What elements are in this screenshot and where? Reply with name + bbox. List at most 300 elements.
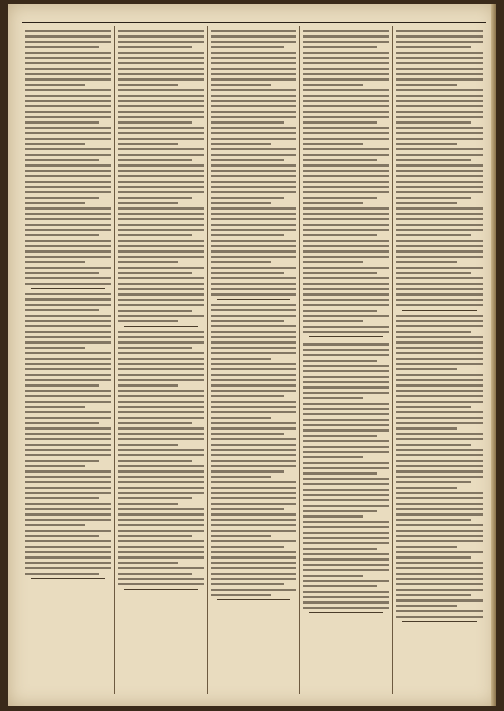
text-line	[303, 542, 389, 544]
text-line	[118, 62, 204, 64]
text-line	[118, 138, 204, 140]
text-line	[25, 315, 111, 317]
text-line	[211, 470, 285, 472]
text-line	[118, 530, 204, 532]
text-line	[118, 390, 204, 392]
text-line	[211, 127, 297, 129]
text-line	[118, 315, 204, 317]
text-line	[396, 170, 483, 172]
text-line	[118, 154, 204, 156]
text-line	[303, 354, 389, 356]
text-line	[25, 433, 111, 435]
text-line	[118, 358, 204, 360]
text-line	[303, 478, 389, 480]
article-columns	[22, 26, 486, 694]
text-lines-placeholder	[303, 30, 389, 333]
text-line	[211, 224, 297, 226]
text-line	[118, 401, 204, 403]
text-line	[118, 368, 204, 370]
text-line	[211, 30, 297, 32]
text-line	[303, 489, 389, 491]
text-line	[25, 95, 111, 97]
text-line	[303, 78, 389, 80]
text-line	[118, 186, 204, 188]
text-line	[303, 229, 389, 231]
text-line	[118, 374, 204, 376]
text-line	[303, 121, 377, 123]
text-line	[396, 358, 483, 360]
text-line	[303, 310, 377, 312]
text-line	[25, 62, 111, 64]
text-line	[396, 304, 483, 306]
text-line	[118, 465, 204, 467]
text-line	[303, 331, 389, 333]
text-line	[25, 250, 111, 252]
text-line	[25, 245, 111, 247]
text-line	[396, 288, 483, 290]
text-line	[118, 245, 204, 247]
text-line	[25, 277, 111, 279]
text-line	[396, 470, 483, 472]
text-line	[118, 170, 204, 172]
text-line	[303, 575, 363, 577]
text-line	[303, 234, 377, 236]
text-line	[25, 304, 111, 306]
text-line	[303, 240, 389, 242]
text-line	[118, 546, 204, 548]
text-line	[25, 224, 111, 226]
text-line	[303, 408, 389, 410]
text-line	[211, 336, 297, 338]
text-line	[396, 379, 483, 381]
section-divider	[124, 326, 198, 327]
text-line	[303, 381, 389, 383]
text-line	[118, 395, 204, 397]
text-line	[303, 548, 377, 550]
text-line	[118, 272, 192, 274]
text-line	[25, 89, 111, 91]
text-line	[118, 57, 204, 59]
text-line	[118, 470, 204, 472]
text-line	[25, 197, 99, 199]
text-line	[211, 277, 297, 279]
text-line	[303, 596, 389, 598]
text-line	[211, 256, 297, 258]
text-line	[211, 411, 297, 413]
text-lines-placeholder	[211, 30, 297, 296]
text-line	[25, 202, 85, 204]
text-line	[118, 497, 192, 499]
text-line	[118, 191, 204, 193]
section-divider	[31, 578, 105, 579]
text-line	[303, 429, 389, 431]
text-line	[211, 331, 297, 333]
text-line	[118, 105, 204, 107]
text-line	[118, 234, 192, 236]
text-line	[396, 197, 471, 199]
text-line	[211, 245, 297, 247]
text-line	[396, 57, 483, 59]
text-line	[118, 89, 204, 91]
text-line	[25, 132, 111, 134]
text-line	[118, 197, 192, 199]
text-line	[118, 299, 204, 301]
text-line	[118, 460, 192, 462]
text-line	[118, 116, 204, 118]
text-line	[25, 207, 111, 209]
text-line	[118, 250, 204, 252]
text-line	[303, 35, 389, 37]
text-line	[396, 186, 483, 188]
text-line	[25, 116, 111, 118]
text-line	[25, 293, 111, 295]
text-line	[211, 132, 297, 134]
text-line	[211, 341, 297, 343]
text-line	[211, 481, 297, 483]
text-line	[118, 320, 178, 322]
text-line	[211, 422, 297, 424]
text-line	[303, 537, 389, 539]
text-line	[118, 556, 204, 558]
text-line	[211, 460, 297, 462]
text-line	[211, 530, 297, 532]
text-line	[25, 492, 111, 494]
text-line	[211, 283, 297, 285]
text-line	[118, 347, 192, 349]
text-line	[25, 427, 111, 429]
text-line	[118, 121, 192, 123]
text-line	[25, 524, 85, 526]
text-line	[211, 159, 285, 161]
text-line	[396, 267, 483, 269]
text-line	[303, 553, 389, 555]
text-lines-placeholder	[118, 331, 204, 586]
text-line	[118, 331, 204, 333]
text-line	[118, 562, 178, 564]
text-line	[118, 207, 204, 209]
text-line	[211, 304, 297, 306]
text-line	[396, 481, 471, 483]
text-lines-placeholder	[211, 304, 297, 596]
text-line	[25, 267, 111, 269]
text-line	[25, 401, 111, 403]
text-line	[25, 556, 111, 558]
text-line	[118, 551, 204, 553]
text-line	[396, 35, 483, 37]
text-line	[211, 417, 271, 419]
text-line	[303, 403, 389, 405]
text-line	[396, 460, 483, 462]
text-line	[303, 186, 389, 188]
text-line	[25, 283, 111, 285]
column-4	[300, 26, 393, 694]
text-line	[118, 487, 204, 489]
text-line	[303, 440, 389, 442]
text-line	[303, 105, 389, 107]
text-line	[118, 148, 204, 150]
text-line	[25, 465, 85, 467]
text-line	[211, 535, 271, 537]
text-line	[25, 347, 85, 349]
text-lines-placeholder	[303, 343, 389, 609]
text-line	[396, 245, 483, 247]
text-line	[25, 454, 111, 456]
text-line	[303, 320, 363, 322]
text-line	[211, 207, 297, 209]
section-divider	[402, 310, 477, 311]
text-line	[396, 207, 483, 209]
text-line	[25, 363, 111, 365]
text-line	[25, 470, 111, 472]
text-line	[25, 68, 111, 70]
text-line	[25, 551, 111, 553]
text-line	[118, 433, 204, 435]
text-line	[25, 234, 99, 236]
text-line	[303, 256, 389, 258]
text-line	[211, 465, 297, 467]
text-line	[211, 368, 297, 370]
text-line	[303, 57, 389, 59]
text-line	[25, 406, 85, 408]
text-line	[118, 111, 204, 113]
text-line	[303, 224, 389, 226]
text-line	[211, 197, 285, 199]
text-line	[303, 250, 389, 252]
text-line	[25, 138, 111, 140]
text-line	[396, 616, 483, 618]
text-line	[118, 218, 204, 220]
text-line	[118, 492, 204, 494]
text-line	[211, 374, 297, 376]
text-line	[303, 52, 389, 54]
text-line	[25, 186, 111, 188]
text-line	[25, 341, 111, 343]
text-line	[25, 84, 85, 86]
masthead	[22, 8, 486, 23]
text-line	[211, 95, 297, 97]
text-line	[303, 213, 389, 215]
text-line	[396, 261, 457, 263]
text-line	[25, 540, 111, 542]
text-line	[211, 191, 297, 193]
text-line	[211, 105, 297, 107]
text-line	[303, 456, 363, 458]
text-line	[118, 583, 204, 585]
text-line	[25, 41, 111, 43]
text-line	[211, 594, 271, 596]
text-line	[396, 417, 483, 419]
text-line	[25, 379, 111, 381]
text-line	[118, 213, 204, 215]
text-line	[25, 497, 99, 499]
text-line	[396, 78, 483, 80]
text-line	[396, 497, 483, 499]
text-line	[25, 535, 99, 537]
text-line	[396, 546, 457, 548]
text-line	[303, 304, 389, 306]
section-divider	[124, 589, 198, 590]
text-line	[303, 159, 377, 161]
text-line	[396, 567, 483, 569]
text-line	[211, 46, 285, 48]
text-line	[118, 573, 192, 575]
text-line	[118, 95, 204, 97]
text-line	[303, 207, 389, 209]
text-line	[303, 483, 389, 485]
text-line	[118, 202, 178, 204]
text-line	[303, 591, 389, 593]
text-line	[396, 68, 483, 70]
text-line	[303, 526, 389, 528]
text-line	[211, 116, 297, 118]
text-line	[25, 35, 111, 37]
text-line	[303, 413, 389, 415]
text-line	[396, 368, 457, 370]
text-line	[118, 384, 178, 386]
text-line	[25, 573, 99, 575]
text-line	[25, 229, 111, 231]
text-lines-placeholder	[25, 293, 111, 575]
text-line	[303, 326, 389, 328]
text-line	[25, 546, 111, 548]
text-line	[396, 589, 483, 591]
text-line	[118, 578, 204, 580]
text-line	[303, 84, 363, 86]
text-line	[303, 397, 363, 399]
text-line	[396, 62, 483, 64]
text-line	[118, 513, 204, 515]
text-line	[211, 567, 297, 569]
text-line	[211, 562, 297, 564]
text-line	[118, 535, 192, 537]
text-line	[303, 365, 389, 367]
text-line	[25, 320, 111, 322]
text-line	[118, 417, 204, 419]
text-line	[396, 422, 483, 424]
text-line	[396, 503, 483, 505]
text-line	[118, 519, 204, 521]
text-line	[118, 261, 178, 263]
text-line	[118, 503, 178, 505]
text-line	[303, 521, 389, 523]
text-line	[396, 100, 483, 102]
text-line	[118, 143, 178, 145]
text-line	[25, 164, 111, 166]
text-line	[396, 438, 483, 440]
text-line	[118, 84, 178, 86]
text-line	[211, 121, 285, 123]
text-line	[396, 250, 483, 252]
text-line	[25, 78, 111, 80]
text-line	[396, 551, 483, 553]
text-line	[25, 191, 111, 193]
text-line	[396, 530, 483, 532]
text-line	[303, 68, 389, 70]
text-line	[396, 508, 483, 510]
text-line	[396, 46, 471, 48]
text-line	[303, 376, 389, 378]
text-line	[211, 492, 297, 494]
text-line	[25, 213, 111, 215]
text-line	[211, 427, 297, 429]
text-line	[25, 261, 85, 263]
text-line	[118, 277, 204, 279]
text-line	[211, 202, 271, 204]
text-line	[303, 283, 389, 285]
text-line	[118, 293, 204, 295]
text-line	[303, 515, 363, 517]
text-line	[211, 267, 297, 269]
text-line	[396, 449, 483, 451]
text-line	[303, 111, 389, 113]
text-line	[118, 132, 204, 134]
text-line	[303, 601, 389, 603]
text-line	[396, 320, 483, 322]
text-line	[211, 363, 297, 365]
text-line	[396, 218, 483, 220]
text-line	[303, 558, 389, 560]
text-line	[303, 569, 389, 571]
text-line	[211, 186, 297, 188]
text-line	[118, 288, 204, 290]
text-line	[118, 41, 204, 43]
text-line	[303, 462, 389, 464]
text-line	[25, 411, 111, 413]
text-line	[303, 30, 389, 32]
text-line	[303, 564, 389, 566]
text-line	[396, 116, 483, 118]
text-lines-placeholder	[118, 30, 204, 322]
section-divider	[309, 612, 383, 613]
text-line	[303, 299, 389, 301]
text-line	[396, 127, 483, 129]
text-line	[211, 250, 297, 252]
text-line	[211, 589, 297, 591]
text-line	[303, 435, 377, 437]
text-line	[211, 35, 297, 37]
text-line	[118, 73, 204, 75]
text-line	[211, 433, 285, 435]
text-line	[25, 562, 111, 564]
text-line	[25, 508, 111, 510]
text-line	[303, 585, 377, 587]
text-line	[211, 379, 297, 381]
text-line	[303, 116, 389, 118]
text-line	[25, 567, 111, 569]
text-line	[25, 154, 111, 156]
text-line	[118, 481, 204, 483]
text-line	[25, 57, 111, 59]
text-line	[396, 234, 471, 236]
column-1	[22, 26, 115, 694]
text-line	[396, 132, 483, 134]
text-line	[211, 213, 297, 215]
text-line	[211, 240, 297, 242]
text-line	[211, 358, 271, 360]
text-line	[211, 449, 297, 451]
text-line	[118, 229, 204, 231]
text-line	[118, 454, 204, 456]
text-line	[211, 170, 297, 172]
text-line	[211, 551, 297, 553]
section-divider	[309, 336, 383, 337]
text-line	[25, 476, 111, 478]
text-lines-placeholder	[396, 315, 483, 618]
text-line	[396, 331, 471, 333]
text-line	[396, 272, 471, 274]
text-line	[118, 52, 204, 54]
text-line	[25, 73, 111, 75]
